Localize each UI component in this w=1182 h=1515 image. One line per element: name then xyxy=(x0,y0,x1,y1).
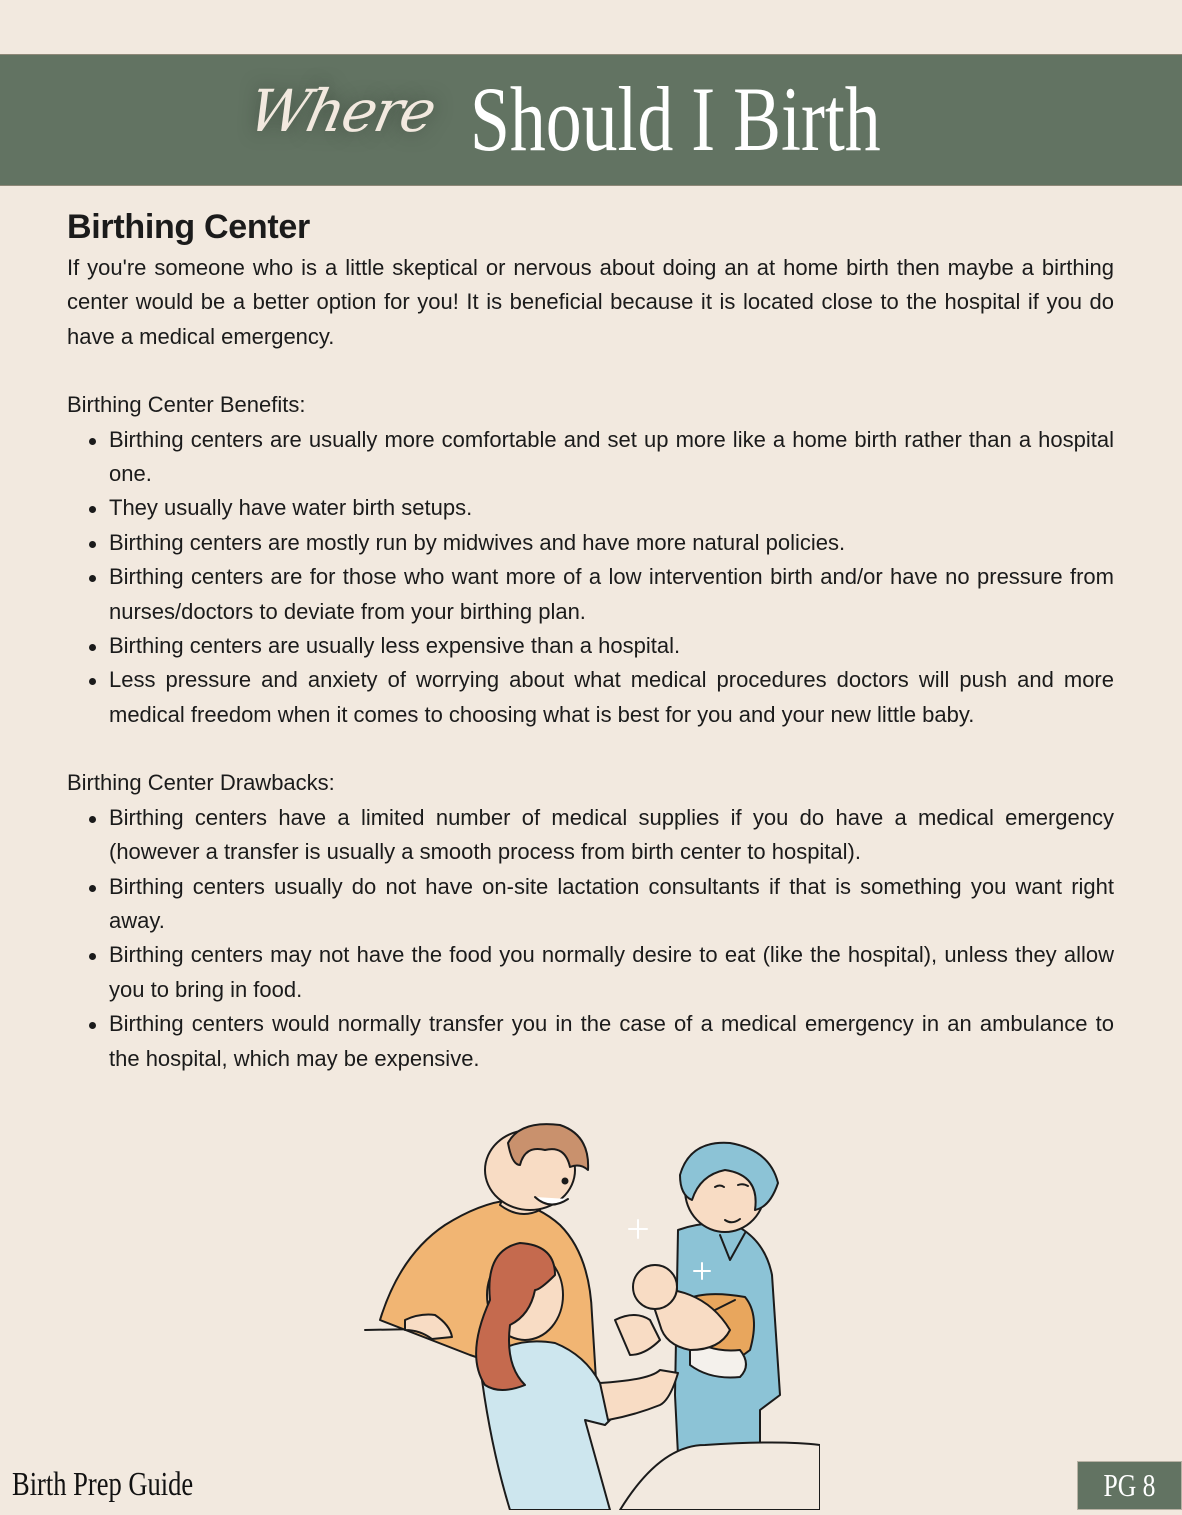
page-title: Should I Birth xyxy=(470,68,881,170)
main-content xyxy=(67,203,1114,1076)
family-newborn-illustration xyxy=(360,1115,820,1510)
list-item: Birthing centers are usually more comfortable and set up more like a home birth rather than a hospital one. xyxy=(109,423,1114,492)
drawbacks-list xyxy=(67,801,1114,1076)
page-number: PG 8 xyxy=(1103,1467,1156,1503)
spacer xyxy=(67,732,1114,766)
list-item: Birthing centers are usually less expensive than a hospital. xyxy=(109,629,1114,663)
list-item: Birthing centers are for those who want more of a low intervention birth and/or have no pressure from nurses/doctors to deviate from your birthing plan. xyxy=(109,560,1114,629)
list-item: They usually have water birth setups. xyxy=(109,491,1114,525)
benefits-heading: Birthing Center Benefits: xyxy=(67,392,306,418)
list-item: Less pressure and anxiety of worrying about what medical procedures doctors will push and more medical freedom when it comes to choosing what is best for you and your new little baby. xyxy=(109,663,1114,732)
list-item: Birthing centers are mostly run by midwives and have more natural policies. xyxy=(109,526,1114,560)
benefits-list xyxy=(67,423,1114,733)
list-item: Birthing centers have a limited number of medical supplies if you do have a medical emergency (however a transfer is usually a smooth process from birth center to hospital). xyxy=(109,801,1114,870)
page-number-badge xyxy=(1077,1461,1182,1510)
drawbacks-heading: Birthing Center Drawbacks: xyxy=(67,770,335,796)
list-item: Birthing centers usually do not have on-site lactation consultants if that is something you want right away. xyxy=(109,870,1114,939)
section-heading: Birthing Center xyxy=(67,208,310,246)
spacer xyxy=(67,354,1114,388)
list-item: Birthing centers may not have the food you normally desire to eat (like the hospital), unless they allow you to bring in food. xyxy=(109,938,1114,1007)
intro-paragraph: If you're someone who is a little skeptical or nervous about doing an at home birth then maybe a birthing center would be a better option for you! It is beneficial because it is located close to the hospital if you do have a medical emergency. xyxy=(67,255,1114,349)
list-item: Birthing centers would normally transfer you in the case of a medical emergency in an ambulance to the hospital, which may be expensive. xyxy=(109,1007,1114,1076)
guide-title: Birth Prep Guide xyxy=(12,1466,194,1503)
title-script-word: Where xyxy=(242,77,441,145)
title-banner xyxy=(0,54,1182,186)
